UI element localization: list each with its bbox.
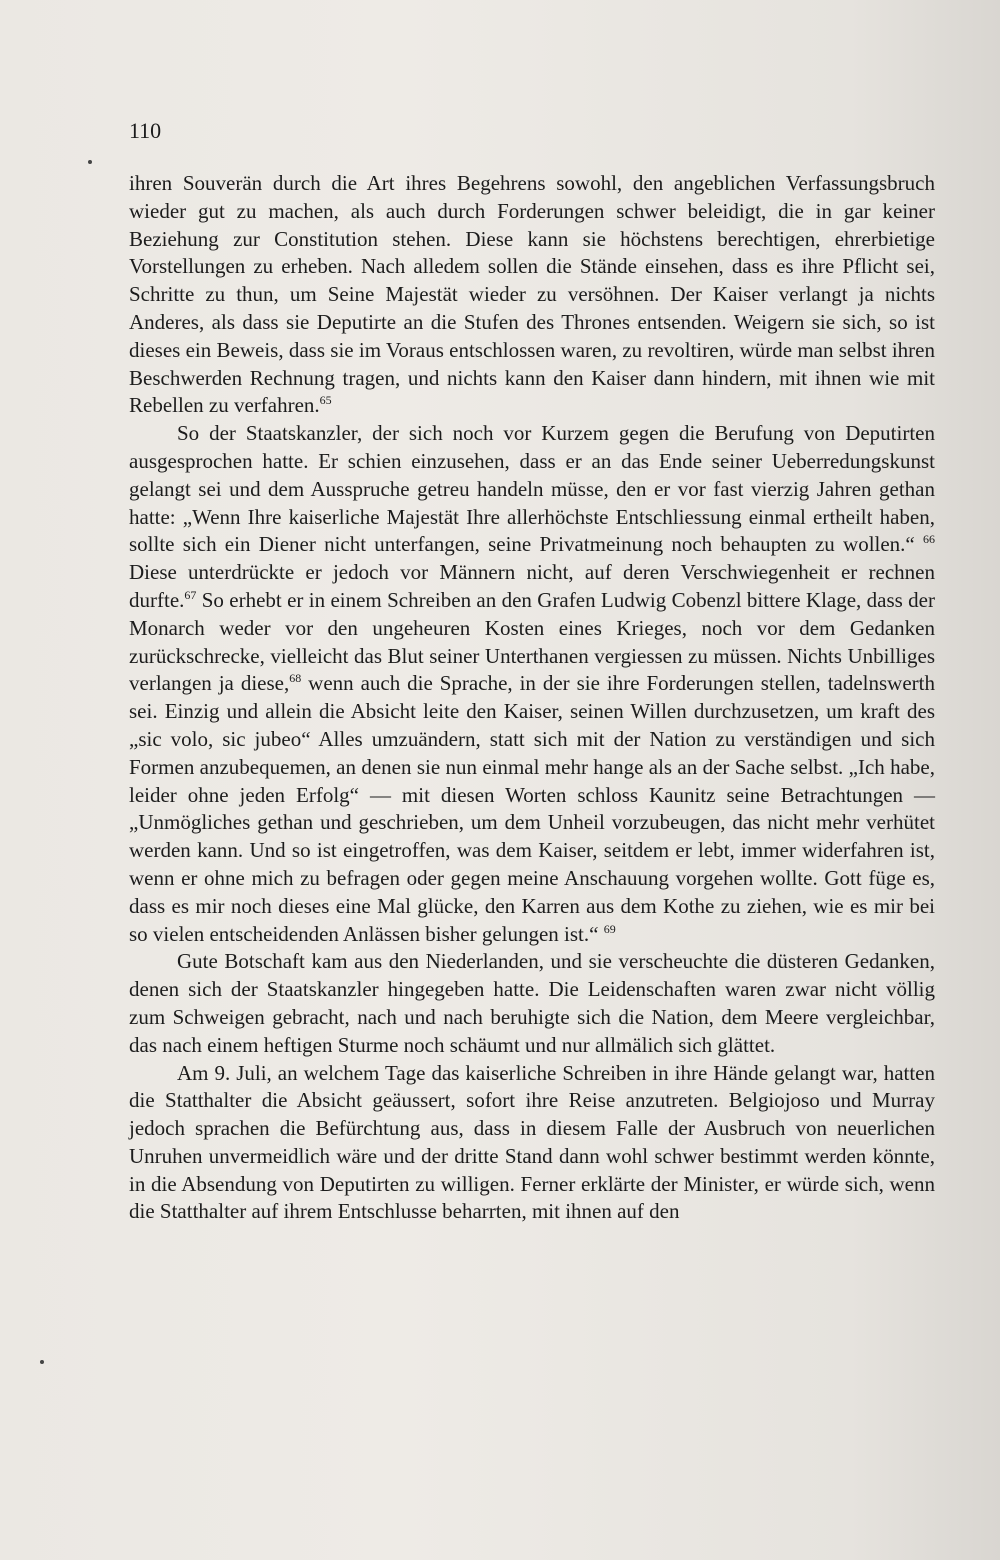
footnote-ref: 69 bbox=[603, 921, 616, 936]
margin-speck bbox=[88, 160, 92, 164]
page-number: 110 bbox=[129, 118, 162, 143]
paragraph bbox=[129, 170, 935, 420]
paragraph bbox=[129, 1060, 935, 1227]
text-segment: Diese unterdrückte er jedoch vor Männern nicht, auf deren Verschwiegenheit er rechnen durfte. bbox=[129, 560, 935, 612]
footnote-ref: 65 bbox=[319, 393, 332, 408]
paragraph bbox=[129, 420, 935, 948]
footnote-ref: 67 bbox=[184, 587, 197, 602]
paragraph bbox=[129, 948, 935, 1059]
text-segment: So erhebt er in einem Schreiben an den Grafen Ludwig Cobenzl bittere Klage, dass der Monarch weder vor den ungeheuren Kosten eines Krieges, noch vor dem Gedanken zurückschrecke, vielleicht das Blut seiner Unterthanen vergiessen zu müssen. Nichts Unbilliges verlangen ja diese, bbox=[129, 587, 935, 696]
text-segment: ihren Souverän durch die Art ihres Begehrens sowohl, den angeblichen Verfassungsbruch wieder gut zu machen, als auch durch Forderungen schwer beleidigt, die in gar keiner Beziehung zur Constitution stehen. Diese kann sie höchstens berechtigen, ehrerbietige Vorstellungen zu erheben. Nach alledem sollen die Stände einsehen, dass es ihre Pflicht sei, Schritte zu thun, um Seine Majestät wieder zu versöhnen. Der Kaiser verlangt ja nichts Anderes, als dass sie Deputirte an die Stufen des Thrones entsenden. Weigern sie sich, so ist dieses ein Beweis, dass sie im Voraus entschlossen waren, zu revoltiren, würde man selbst ihren Beschwerden Rechnung tragen, und nichts kann den Kaiser dann hindern, mit ihnen wie mit Rebellen zu verfahren. bbox=[129, 171, 935, 418]
text-segment: So der Staatskanzler, der sich noch vor Kurzem gegen die Berufung von Deputirten ausgesprochen hatte. Er schien einzusehen, dass er an das Ende seiner Ueberredungskunst gelangt sei und dem Ausspruche getreu handeln müsse, den er vor fast vierzig Jahren gethan hatte: „Wenn Ihre kaiserliche Majestät Ihre allerhöchste Entschliessung einmal ertheilt haben, sollte sich ein Diener nicht unterfangen, seine Privatmeinung noch behaupten zu wollen.“ bbox=[129, 421, 935, 557]
text-segment: Gute Botschaft kam aus den Niederlanden, und sie verscheuchte die düsteren Gedanken, denen sich der Staatskanzler hingegeben hatte. Die Leidenschaften waren zwar nicht völlig zum Schweigen gebracht, nach und nach beruhigte sich die Nation, dem Meere vergleichbar, das nach einem heftigen Sturme noch schäumt und nur allmälich sich glättet. bbox=[129, 949, 935, 1057]
text-segment: wenn auch die Sprache, in der sie ihre Forderungen stellen, tadelnswerth sei. Einzig und allein die Absicht leite den Kaiser, seinen Willen durchzusetzen, um kraft des „sic volo, sic jubeo“ Alles umzuändern, statt sich mit der Nation zu verständigen und sich Formen anzubequemen, an denen sie nun einmal mehr hange als an der Sache selbst. „Ich habe, leider ohne jeden Erfolg“ — mit diesen Worten schloss Kaunitz seine Betrachtungen — „Unmögliches gethan und geschrieben, um dem Unheil vorzubeugen, das nicht mehr verhütet werden kann. Und so ist eingetroffen, was dem Kaiser, seitdem er lebt, immer widerfahren ist, wenn er ohne mich zu befragen oder gegen meine Anschauung vorgehen wollte. Gott füge es, dass es mir noch dieses eine Mal glücke, den Karren aus dem Kothe zu ziehen, wie es mir bei so vielen entscheidenden Anlässen bisher gelungen ist.“ bbox=[129, 671, 935, 946]
margin-speck bbox=[40, 1360, 44, 1364]
text-segment: Am 9. Juli, an welchem Tage das kaiserliche Schreiben in ihre Hände gelangt war, hatten die Statthalter die Absicht geäussert, sofort ihre Reise anzutreten. Belgiojoso und Murray jedoch sprachen die Befürchtung aus, dass in diesem Falle der Ausbruch von neuerlichen Unruhen unvermeidlich wäre und der dritte Stand dann wohl schwer bestimmt werden könnte, in die Absendung von Deputirten zu willigen. Ferner erklärte der Minister, er würde sich, wenn die Statthalter auf ihrem Entschlusse beharrten, mit ihnen auf den bbox=[129, 1060, 935, 1224]
body-text bbox=[129, 170, 935, 1226]
footnote-ref: 68 bbox=[289, 671, 302, 686]
footnote-ref: 66 bbox=[923, 532, 935, 547]
